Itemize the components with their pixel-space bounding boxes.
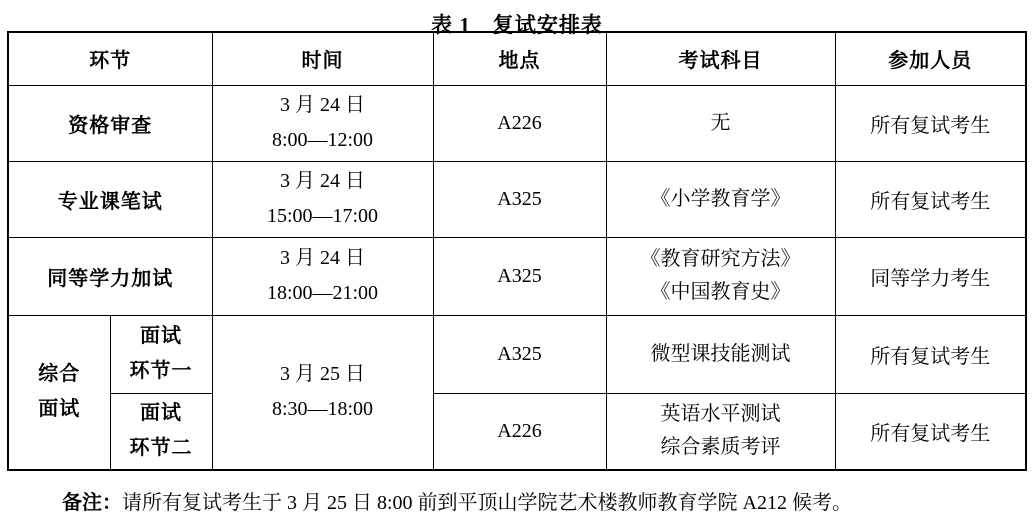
cell-subject-2 — [606, 237, 835, 315]
subject-line: 微型课技能测试 — [650, 342, 791, 365]
cell-stage-group — [8, 315, 110, 470]
time-date: 3 月 25 日 — [280, 363, 365, 386]
time-range: 18:00—21:00 — [266, 282, 379, 304]
cell-location-0: A226 — [433, 85, 606, 161]
subject-line: 《小学教育学》 — [650, 187, 791, 210]
substage-line: 环节二 — [129, 437, 193, 460]
subject-line: 无 — [710, 111, 731, 134]
cell-time-group — [212, 315, 433, 470]
time-date: 3 月 24 日 — [280, 94, 365, 116]
time-range: 8:30—18:00 — [271, 398, 374, 421]
footnote-label: 备注： — [62, 492, 122, 514]
cell-participants-2: 同等学力考生 — [835, 237, 1026, 315]
cell-participants-1: 所有复试考生 — [835, 161, 1026, 237]
cell-subject-1 — [606, 161, 835, 237]
table-row — [8, 237, 1026, 315]
footnote — [62, 486, 1034, 515]
cell-subject-0 — [606, 85, 835, 161]
cell-time-1 — [212, 161, 433, 237]
substage-line: 面试 — [140, 402, 182, 425]
cell-substage-0 — [110, 315, 212, 393]
time-date: 3 月 24 日 — [280, 247, 365, 269]
cell-time-0 — [212, 85, 433, 161]
stage-line: 面试 — [38, 398, 81, 421]
table-title: 表 1 复试安排表 — [431, 13, 603, 37]
header-subject: 考试科目 — [606, 32, 835, 85]
cell-stage-2: 同等学力加试 — [8, 237, 212, 315]
substage-line: 环节一 — [129, 360, 193, 382]
cell-location-1: A325 — [433, 161, 606, 237]
table-row — [8, 393, 1026, 470]
subject-line: 综合素质考评 — [660, 436, 781, 459]
cell-location-3: A325 — [433, 315, 606, 393]
cell-subject-4 — [606, 393, 835, 470]
header-location: 地点 — [433, 32, 606, 85]
time-date: 3 月 24 日 — [280, 170, 365, 192]
cell-participants-4: 所有复试考生 — [835, 393, 1026, 470]
cell-location-4: A226 — [433, 393, 606, 470]
cell-stage-0: 资格审查 — [8, 85, 212, 161]
cell-time-2 — [212, 237, 433, 315]
time-range: 8:00—12:00 — [271, 129, 374, 151]
header-time: 时间 — [212, 32, 433, 85]
table-row — [8, 85, 1026, 161]
substage-line: 面试 — [140, 325, 182, 347]
cell-substage-1 — [110, 393, 212, 470]
cell-subject-3 — [606, 315, 835, 393]
header-stage: 环节 — [8, 32, 212, 85]
subject-line: 《教育研究方法》 — [640, 248, 801, 270]
header-participants: 参加人员 — [835, 32, 1026, 85]
table-row — [8, 315, 1026, 393]
table-row — [8, 161, 1026, 237]
schedule-table — [7, 31, 1027, 471]
time-range: 15:00—17:00 — [266, 205, 379, 227]
subject-line: 英语水平测试 — [660, 403, 781, 426]
stage-line: 综合 — [38, 363, 81, 386]
cell-stage-1: 专业课笔试 — [8, 161, 212, 237]
subject-line: 《中国教育史》 — [650, 281, 791, 303]
cell-participants-3: 所有复试考生 — [835, 315, 1026, 393]
header-row — [8, 32, 1026, 85]
footnote-text: 请所有复试考生于 3 月 25 日 8:00 前到平顶山学院艺术楼教师教育学院 A212 候考。 — [122, 492, 852, 514]
cell-location-2: A325 — [433, 237, 606, 315]
cell-participants-0: 所有复试考生 — [835, 85, 1026, 161]
